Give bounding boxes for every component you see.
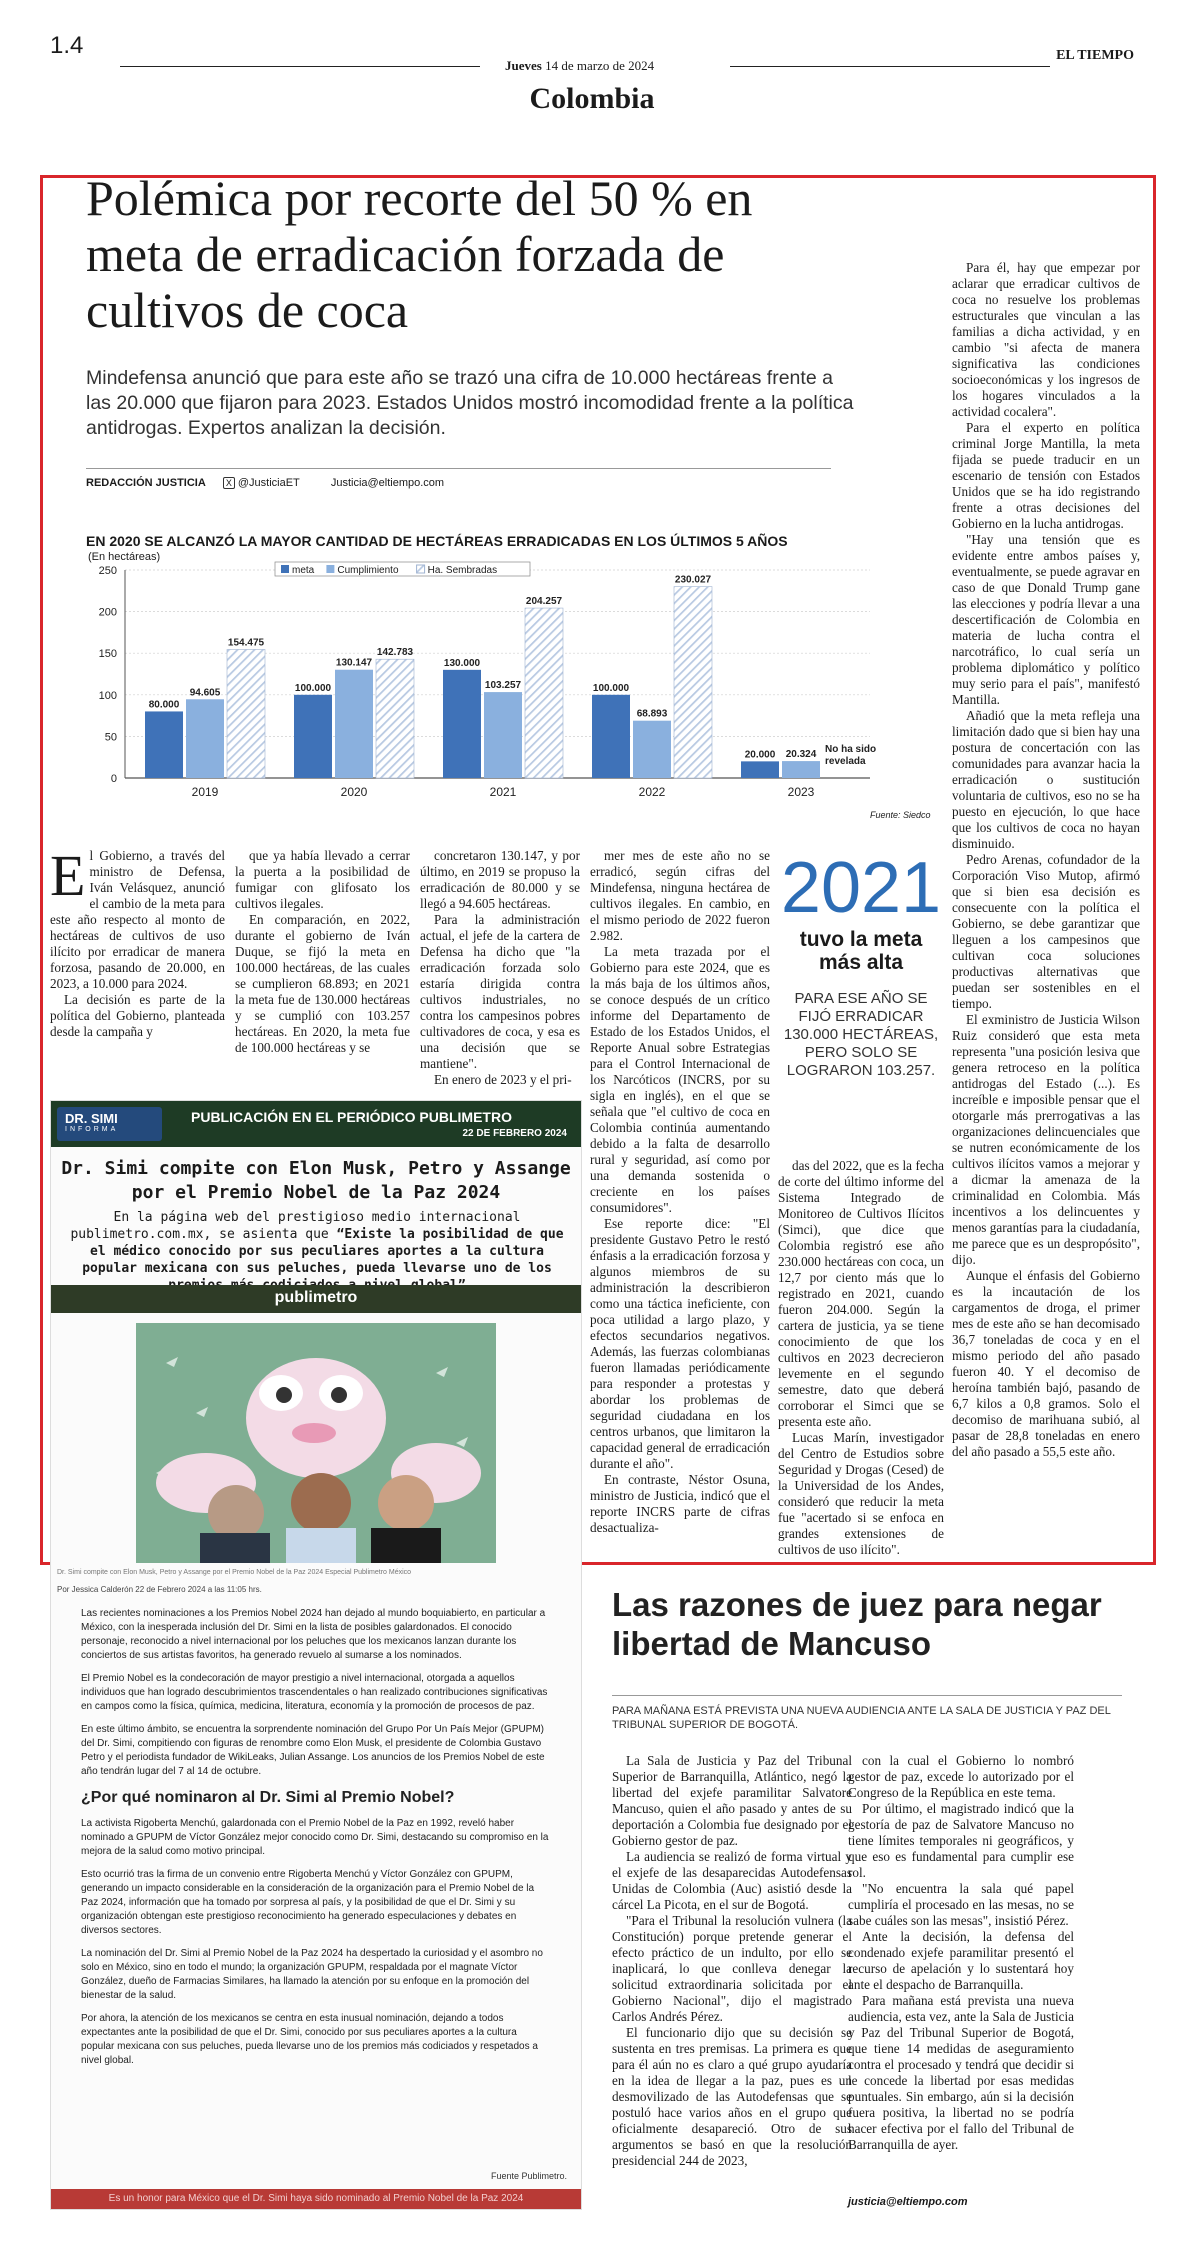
legend-swatch xyxy=(326,565,334,573)
article2-subhead: PARA MAÑANA ESTÁ PREVISTA UNA NUEVA AUDIENCIA ANTE LA SALA DE JUSTICIA Y PAZ DEL TRIBUNAL SUPERIOR DE BOGOTÁ. xyxy=(612,1695,1122,1732)
ad-date: 22 DE FEBRERO 2024 xyxy=(462,1128,567,1139)
legend-label: Cumplimiento xyxy=(337,565,399,576)
data-label: 20.324 xyxy=(785,749,817,761)
paragraph: das del 2022, que es la fecha de corte del último informe del Sistema Integrado de Monitoreo de Cultivos Ilícitos (Simci), que dice que Colombia registró ese año 230.000 hectáreas con coca, un 12,7 por ciento más que lo registrado en 2021, cuando fueron 204.000. Según la cartera de justicia, ya se tiene conocimiento de que los cultivos en 2023 decrecieron levemente en el segundo semestre, dato que deberá corroborar el Simci que se presenta este año. xyxy=(778,1158,944,1429)
data-label: 68.893 xyxy=(636,708,668,720)
legend-swatch xyxy=(417,565,425,573)
drop-cap: E xyxy=(50,843,86,908)
ad-intro-plain: En la página web del prestigioso medio internacional publimetro.com.mx, se asienta que xyxy=(70,1210,521,1242)
data-label: 20.000 xyxy=(744,749,776,761)
chart-title: EN 2020 SE ALCANZÓ LA MAYOR CANTIDAD DE HECTÁREAS ERRADICADAS EN LOS ÚLTIMOS 5 AÑOS xyxy=(86,533,788,549)
data-label: 100.000 xyxy=(592,682,630,694)
paragraph: En contraste, Néstor Osuna, ministro de Justicia, indicó que el reporte INCRS parte de cifras desactualiza- xyxy=(590,1472,770,1535)
paragraph: mer mes de este año no se erradicó, según cifras del Mindefensa, ninguna hectárea de cultivos ilegales. En cambio, en el mismo periodo de 2022 fueron 2.982. xyxy=(590,848,770,943)
bar-meta xyxy=(145,711,183,778)
article-column-3 xyxy=(420,848,580,1088)
y-tick-label: 100 xyxy=(98,689,117,702)
ad-logo-text: DR. SIMI xyxy=(65,1111,118,1126)
article-column-4 xyxy=(590,848,770,1536)
callout-label: tuvo la meta más alta xyxy=(799,928,923,974)
bar-cumplimiento xyxy=(782,761,820,778)
ad-photo-caption: Dr. Simi compite con Elon Musk, Petro y Assange por el Premio Nobel de la Paz 2024 Especial Publimetro México xyxy=(57,1569,412,1576)
article2-headline: Las razones de juez para negar libertad de Mancuso xyxy=(612,1586,1102,1662)
paragraph: La decisión es parte de la política del Gobierno, planteada desde la campaña y xyxy=(50,992,225,1039)
header-rule-left xyxy=(120,66,480,67)
bar-meta xyxy=(443,670,481,778)
ad-title: Dr. Simi compite con Elon Musk, Petro y Assange por el Premio Nobel de la Paz 2024 xyxy=(61,1158,571,1203)
x-tick-label: 2023 xyxy=(787,785,815,799)
data-label: 80.000 xyxy=(148,699,180,711)
paragraph: El exministro de Justicia Wilson Ruiz consideró que esta meta representa "una posición lesiva que genera retroceso en la política antidrogas del Estado (...). Es increíble e imposible pensar que el otorgarle más prerrogativas a las organizaciones delincuenciales que se nutren económicamente de los cultivos ilícitos vamos a mejorar y a dicmar la amenaza de la criminalidad en Colombia. Más incentivos a los delincuentes y menos garantías para la ciudadanía, me parece que es un despropósito", dijo. xyxy=(952,1012,1140,1267)
paragraph: Ese reporte dice: "El presidente Gustavo Petro le restó énfasis a la erradicación forzosa y algunos miembros de su administración la describieron como una táctica ineficiente, con poca utilidad a largo plazo, y efectos secundarios negativos. Además, las fuerzas colombianas fueron llamadas periódicamente para responder a protestas y abordar los problemas de seguridad ciudadana en los centros urbanos, que limitaron la capacidad general de erradicación durante el año". xyxy=(590,1216,770,1471)
data-label: 94.605 xyxy=(189,687,221,699)
paragraph: Para la administración actual, el jefe de la cartera de Defensa ha dicho que "la erradicación forzada solo estaría dirigida contra cultivos industriales, no contra los campesinos pobres cultivadores de coca, y esa es una decisión que se mantiene". xyxy=(420,912,580,1071)
article2-column-1 xyxy=(612,1753,852,2169)
callout-year: 2021 xyxy=(780,848,942,928)
byline-handle-text: @JusticiaET xyxy=(237,477,300,489)
chart-source: Fuente: Siedco xyxy=(870,810,931,820)
paragraph: Lucas Marín, investigador del Centro de Estudios sobre Seguridad y Drogas (Cesed) de la Universidad de los Andes, consideró que reducir la meta fue "acertado si se enfoca en grandes extensiones de cultivos de uso ilícito". xyxy=(778,1430,944,1557)
ad-paragraph: La activista Rigoberta Menchú, galardonada con el Premio Nobel de la Paz en 1992, reveló haber nominado a GPUPM de Víctor González mejor conocido como Dr. Simi, destacando su compromiso en la mejora de la salud como motivo principal. xyxy=(81,1818,549,1857)
ad-publication: PUBLICACIÓN EN EL PERIÓDICO PUBLIMETRO xyxy=(191,1109,512,1125)
dr-simi-logo xyxy=(57,1107,162,1141)
data-label: 154.475 xyxy=(227,637,265,649)
legend-swatch xyxy=(281,565,289,573)
article-headline: Polémica por recorte del 50 % en meta de erradicación forzada de cultivos de coca xyxy=(86,170,753,338)
ad-body xyxy=(81,1607,551,2077)
paragraph: El funcionario dijo que su decisión se sustenta en tres premisas. La primera es que para él aún no es claro a qué grupo ayudaría en la idea de llegar a la paz, pues es un desmovilizado de las Autodefensas que se postuló hace varios años en el grupo que oficialmente desapareció. Otro de sus argumentos se basó en que la resolución presidencial 244 de 2023, xyxy=(612,2025,852,2168)
bar-cumplimiento xyxy=(335,670,373,778)
paragraph: En comparación, en 2022, durante el gobierno de Iván Duque, se fijó la meta en 100.000 hectáreas, de las cuales se cumplieron 68.893; en 2021 la meta fue de 130.000 hectáreas y se cumplió con 103.257 hectáreas. En 2020, la meta fue de 100.000 hectáreas y se xyxy=(235,912,410,1055)
data-label: 230.027 xyxy=(674,574,712,586)
bar-meta xyxy=(741,761,779,778)
ad-logo-sub: INFORMA xyxy=(65,1126,119,1133)
chart-note: No ha sido revelada xyxy=(825,744,877,767)
ad-intro xyxy=(67,1209,567,1294)
bar-cumplimiento xyxy=(186,699,224,778)
ad-paragraph: El Premio Nobel es la condecoración de mayor prestigio a nivel internacional, otorgada a aquellos individuos que han logrado descubrimientos trascendentales o han realizado contribuciones significativas en campos como la física, química, medicina, literatura, economía y la promoción de procesos de paz. xyxy=(81,1673,548,1712)
paragraph: "Hay una tensión que es evidente entre ambos países y, eventualmente, se puede agravar en caso de que Donald Trump gane las elecciones y podría llevar a una descertificación de Colombia en materia de lucha contra el narcotráfico, lo cual sería un problema diplomático y político muy serio para el país", manifestó Mantilla. xyxy=(952,532,1140,707)
paragraph: Para él, hay que empezar por aclarar que erradicar cultivos de coca no resuelve los problemas estructurales que vinculan a las familias a dicha actividad, y en cambio "si afecta de manera significativa las condiciones socioeconómicas y los ingresos de los hogares vinculados a la actividad cocalera". xyxy=(952,260,1140,419)
y-tick-label: 50 xyxy=(104,731,117,744)
date-line xyxy=(505,58,654,74)
paragraph: "No encuentra la sala qué papel cumpliría el procesado en las mesas, no se sabe cuáles son las mesas", insistió Pérez. xyxy=(848,1881,1074,1928)
ad-intro-quote: “Existe la posibilidad de que el médico conocido por sus peculiares aportes a la cultura popular mexicana con sus peluches, pueda llevarse uno de los xyxy=(82,1227,564,1276)
paragraph: La Sala de Justicia y Paz del Tribunal Superior de Barranquilla, Atlántico, negó la libertad del exjefe paramilitar Salvatore Mancuso, quien el año pasado y antes de su deportación a Colombia fue designado por el Gobierno gestor de paz. xyxy=(612,1753,852,1848)
paragraph: Añadió que la meta refleja una limitación dado que si bien hay una postura de concertación con las comunidades para avanzar hacia la erradicación o sustitución voluntaria de cultivos, eso no se ha puesto en ejecución, lo que hace que los cultivos de coca no hayan disminuido. xyxy=(952,708,1140,851)
bar-cumplimiento xyxy=(484,692,522,778)
article-subhead: Mindefensa anunció que para este año se trazó una cifra de 10.000 hectáreas frente a las 20.000 que fijaron para 2023. Estados Unidos mostró incomodidad frente a la política antidrogas. Expertos analizan la decisión. xyxy=(86,367,854,439)
bar-ha-sembradas xyxy=(227,649,265,778)
legend-label: Ha. Sembradas xyxy=(427,565,498,576)
data-label: 100.000 xyxy=(294,682,332,694)
y-tick-label: 250 xyxy=(98,565,117,577)
paragraph: Para el experto en política criminal Jorge Mantilla, la meta fijada se puede traducir en un escenario de tensión con Estados Unidos que se ha ido registrando frente a otras decisiones del Gobierno en la lucha antidrogas. xyxy=(952,420,1140,531)
y-tick-label: 200 xyxy=(98,606,117,619)
x-tick-label: 2021 xyxy=(489,785,517,799)
callout-text: PARA ESE AÑO SE FIJÓ ERRADICAR 130.000 HECTÁREAS, PERO SOLO SE LOGRARON 103.257. xyxy=(783,990,939,1079)
ad-paragraph: Esto ocurrió tras la firma de un convenio entre Rigoberta Menchú y Víctor González con GPUPM, generando un impacto considerable en la consideración de la organización para el Premio Nobel de la Paz 2024, información que ha tomado por sorpresa al país, y la posibilidad de que el Dr. Simi y su organización obtengan este prestigioso reconocimiento ha generado especulaciones y debates en diversos sectores. xyxy=(81,1869,535,1936)
paragraph: La meta trazada por el Gobierno para este 2024, que es la más baja de los últimos años, se conoce después de un crítico informe del Departamento de Estado de los Estados Unidos, el Reporte Anual sobre Estrategias para el Control Internacional de los Narcóticos (INCRS, por su sigla en inglés), en el que se señala que "el cultivo de coca en Colombia continúa aumentando debido a la falta de desarrollo rural y seguridad, así como por una demanda sostenida o creciente en los países consumidores". xyxy=(590,944,770,1215)
data-label: 130.147 xyxy=(335,657,373,669)
ad-source: Fuente Publimetro. xyxy=(490,2171,567,2181)
byline-email[interactable]: Justicia@eltiempo.com xyxy=(330,477,445,489)
x-tick-label: 2019 xyxy=(191,785,219,799)
article-column-1 xyxy=(50,843,225,1040)
date-text: 14 de marzo de 2024 xyxy=(545,58,655,73)
article-column-5 xyxy=(778,1158,944,1558)
advertisement xyxy=(50,1100,582,2210)
ad-photo-illustration xyxy=(136,1323,496,1563)
y-tick-label: 150 xyxy=(98,648,117,661)
y-tick-label: 0 xyxy=(110,773,117,785)
data-label: 204.257 xyxy=(525,596,563,608)
bar-ha-sembradas xyxy=(525,608,563,778)
paragraph: La audiencia se realizó de forma virtual y el exjefe de las desaparecidas Autodefensas Unidas de Colombia (Auc) asistió desde la cárcel La Picota, en el sur de Bogotá. xyxy=(612,1849,852,1912)
paragraph: Ante la decisión, la defensa del condenado exjefe paramilitar presentó el recurso de apelación y lo sustentará hoy ante el despacho de Barranquilla. xyxy=(848,1929,1074,1992)
chart-unit: (En hectáreas) xyxy=(88,551,161,563)
publimetro-logo: publimetro xyxy=(51,1285,581,1313)
ad-paragraph: Las recientes nominaciones a los Premios Nobel 2024 han dejado al mundo boquiabierto, en particular a México, con la inesperada inclusión del Dr. Simi en la lista de posibles galardonados. El conocido personaje, reconocido a nivel internacional por los peluches que los mexicanos lanzan durante los conciertos de sus artistas favoritos, ha generado revuelo al sumarse a los nominados. xyxy=(81,1608,546,1661)
page-number: 1.4 xyxy=(50,32,84,59)
x-icon: X xyxy=(223,477,235,489)
paragraph: Para mañana está prevista una nueva audiencia, esta vez, ante la Sala de Justicia y Paz del Tribunal Superior de Bogotá, que tiene 14 medidas de aseguramiento contra el procesado y tendrá que decidir si le concede la libertad por esas medidas puntuales. Sin embargo, aún si la decisión fuera positiva, la libertad no se podría hacer efectiva por el fallo del Tribunal de Barranquilla de ayer. xyxy=(848,1993,1074,2152)
header-rule-right xyxy=(730,66,1050,67)
byline-handle xyxy=(223,477,317,489)
ad-paragraph: Por ahora, la atención de los mexicanos se centra en esta inusual nominación, dejando a todos expectantes ante la posibilidad de que el Dr. Simi, conocido por sus peculiares aportes a la cultura popular mexicana con sus peluches, pueda llevarse uno de los premios más codiciados y respetados a nivel global. xyxy=(81,2013,538,2066)
bar-chart xyxy=(80,560,880,810)
data-label: 103.257 xyxy=(484,680,522,692)
paragraph: concretaron 130.147, y por último, en 2019 se propuso la erradicación de 80.000 y se llegó a 94.605 hectáreas. xyxy=(420,848,580,911)
ad-paragraph: En este último ámbito, se encuentra la sorprendente nominación del Grupo Por Un País Mejor (GPUPM) del Dr. Simi, compitiendo con figuras de renombre como Elon Musk, el presidente de Colombia Gustavo Petro y el periodista fundador de WikiLeaks, Julian Assange. Los anuncios de los Premios Nobel de este año tendrán lugar del 7 al 14 de octubre. xyxy=(81,1724,545,1777)
paragraph: Por último, el magistrado indicó que la gestoría de paz de Salvatore Mancuso no tiene límites temporales ni geográficos, y que eso es fundamental para cumplir ese rol. xyxy=(848,1801,1074,1880)
paragraph: con la cual el Gobierno lo nombró gestor de paz, excede lo autorizado por el Congreso de la República en este tema. xyxy=(848,1753,1074,1800)
article2-column-2 xyxy=(848,1753,1074,2153)
section-title: Colombia xyxy=(529,82,655,115)
x-tick-label: 2020 xyxy=(340,785,368,799)
paragraph: Pedro Arenas, cofundador de la Corporación Viso Mutop, afirmó que si bien esa decisión es consecuente con la política el Gobierno, se debe garantizar que lleguen a los campesinos que cultivan coca soluciones productivas alternativas que puedan ser sostenibles en el tiempo. xyxy=(952,852,1140,1011)
article-column-right xyxy=(952,260,1140,1460)
bar-meta xyxy=(592,695,630,778)
data-label: 130.000 xyxy=(443,657,481,669)
paragraph: Aunque el énfasis del Gobierno es la incautación de los cargamentos de droga, el primer mes de este año se han decomisado 36,7 toneladas de coca y en el mismo periodo del año pasado fueron 40. Y el decomiso de heroína también bajó, pasando de 6,7 kilos a 0,8 gramos. Solo el decomiso de marihuana subió, al pasar de 28,8 toneladas en enero del año pasado a 55,5 este año. xyxy=(952,1268,1140,1459)
paper-name: EL TIEMPO xyxy=(1056,48,1134,63)
paragraph: En enero de 2023 y el pri- xyxy=(434,1072,572,1087)
article-column-2 xyxy=(235,848,410,1056)
legend-label: meta xyxy=(292,565,315,576)
ad-photo xyxy=(136,1323,496,1563)
bar-ha-sembradas xyxy=(674,587,712,778)
paragraph: que ya había llevado a cerrar la puerta a la posibilidad de fumigar con glifosato los cultivos ilegales. xyxy=(235,848,410,911)
ad-paragraphs-2 xyxy=(81,1817,551,2068)
ad-paragraph: La nominación del Dr. Simi al Premio Nobel de la Paz 2024 ha despertado la curiosidad y el asombro no solo en México, sino en todo el mundo; la organización GPUPM, respaldada por el magnate Víctor González, dueño de Farmacias Similares, ha llamado la atención por su enfoque en la promoción del bienestar de la salud. xyxy=(81,1948,543,2001)
article2-email[interactable]: justicia@eltiempo.com xyxy=(848,2196,968,2208)
ad-author: Por Jessica Calderón 22 de Febrero 2024 a las 11:05 hrs. xyxy=(57,1585,262,1594)
data-label: 142.783 xyxy=(376,647,414,659)
bar-cumplimiento xyxy=(633,721,671,778)
paragraph: l Gobierno, a través del ministro de Defensa, Iván Velásquez, anunció el cambio de la meta para este año respecto al monto de hectáreas de cultivos de uso ilícito por erradicar de manera forzosa, pasando de 20.000, en 2023, a 10.000 para 2024. xyxy=(50,848,225,991)
ad-subtitle: ¿Por qué nominaron al Dr. Simi al Premio Nobel? xyxy=(81,1789,455,1806)
byline xyxy=(86,468,831,489)
ad-header-bar xyxy=(51,1101,581,1147)
ad-footer-bar: Es un honor para México que el Dr. Simi haya sido nominado al Premio Nobel de la Paz 2024 xyxy=(51,2189,581,2209)
bar-ha-sembradas xyxy=(376,659,414,778)
byline-author: REDACCIÓN JUSTICIA xyxy=(86,477,206,489)
date-day: Jueves xyxy=(505,58,542,73)
ad-paragraphs-1 xyxy=(81,1607,551,1779)
x-tick-label: 2022 xyxy=(638,785,666,799)
bar-meta xyxy=(294,695,332,778)
paragraph: "Para el Tribunal la resolución vulnera (la Constitución) porque pretende generar el efecto práctico de un indulto, por ello se inaplicará, lo que conlleva denegar la solicitud extraordinaria solicitada por el Gobierno Nacional", dijo el magistrado Carlos Andrés Pérez. xyxy=(612,1913,852,2024)
